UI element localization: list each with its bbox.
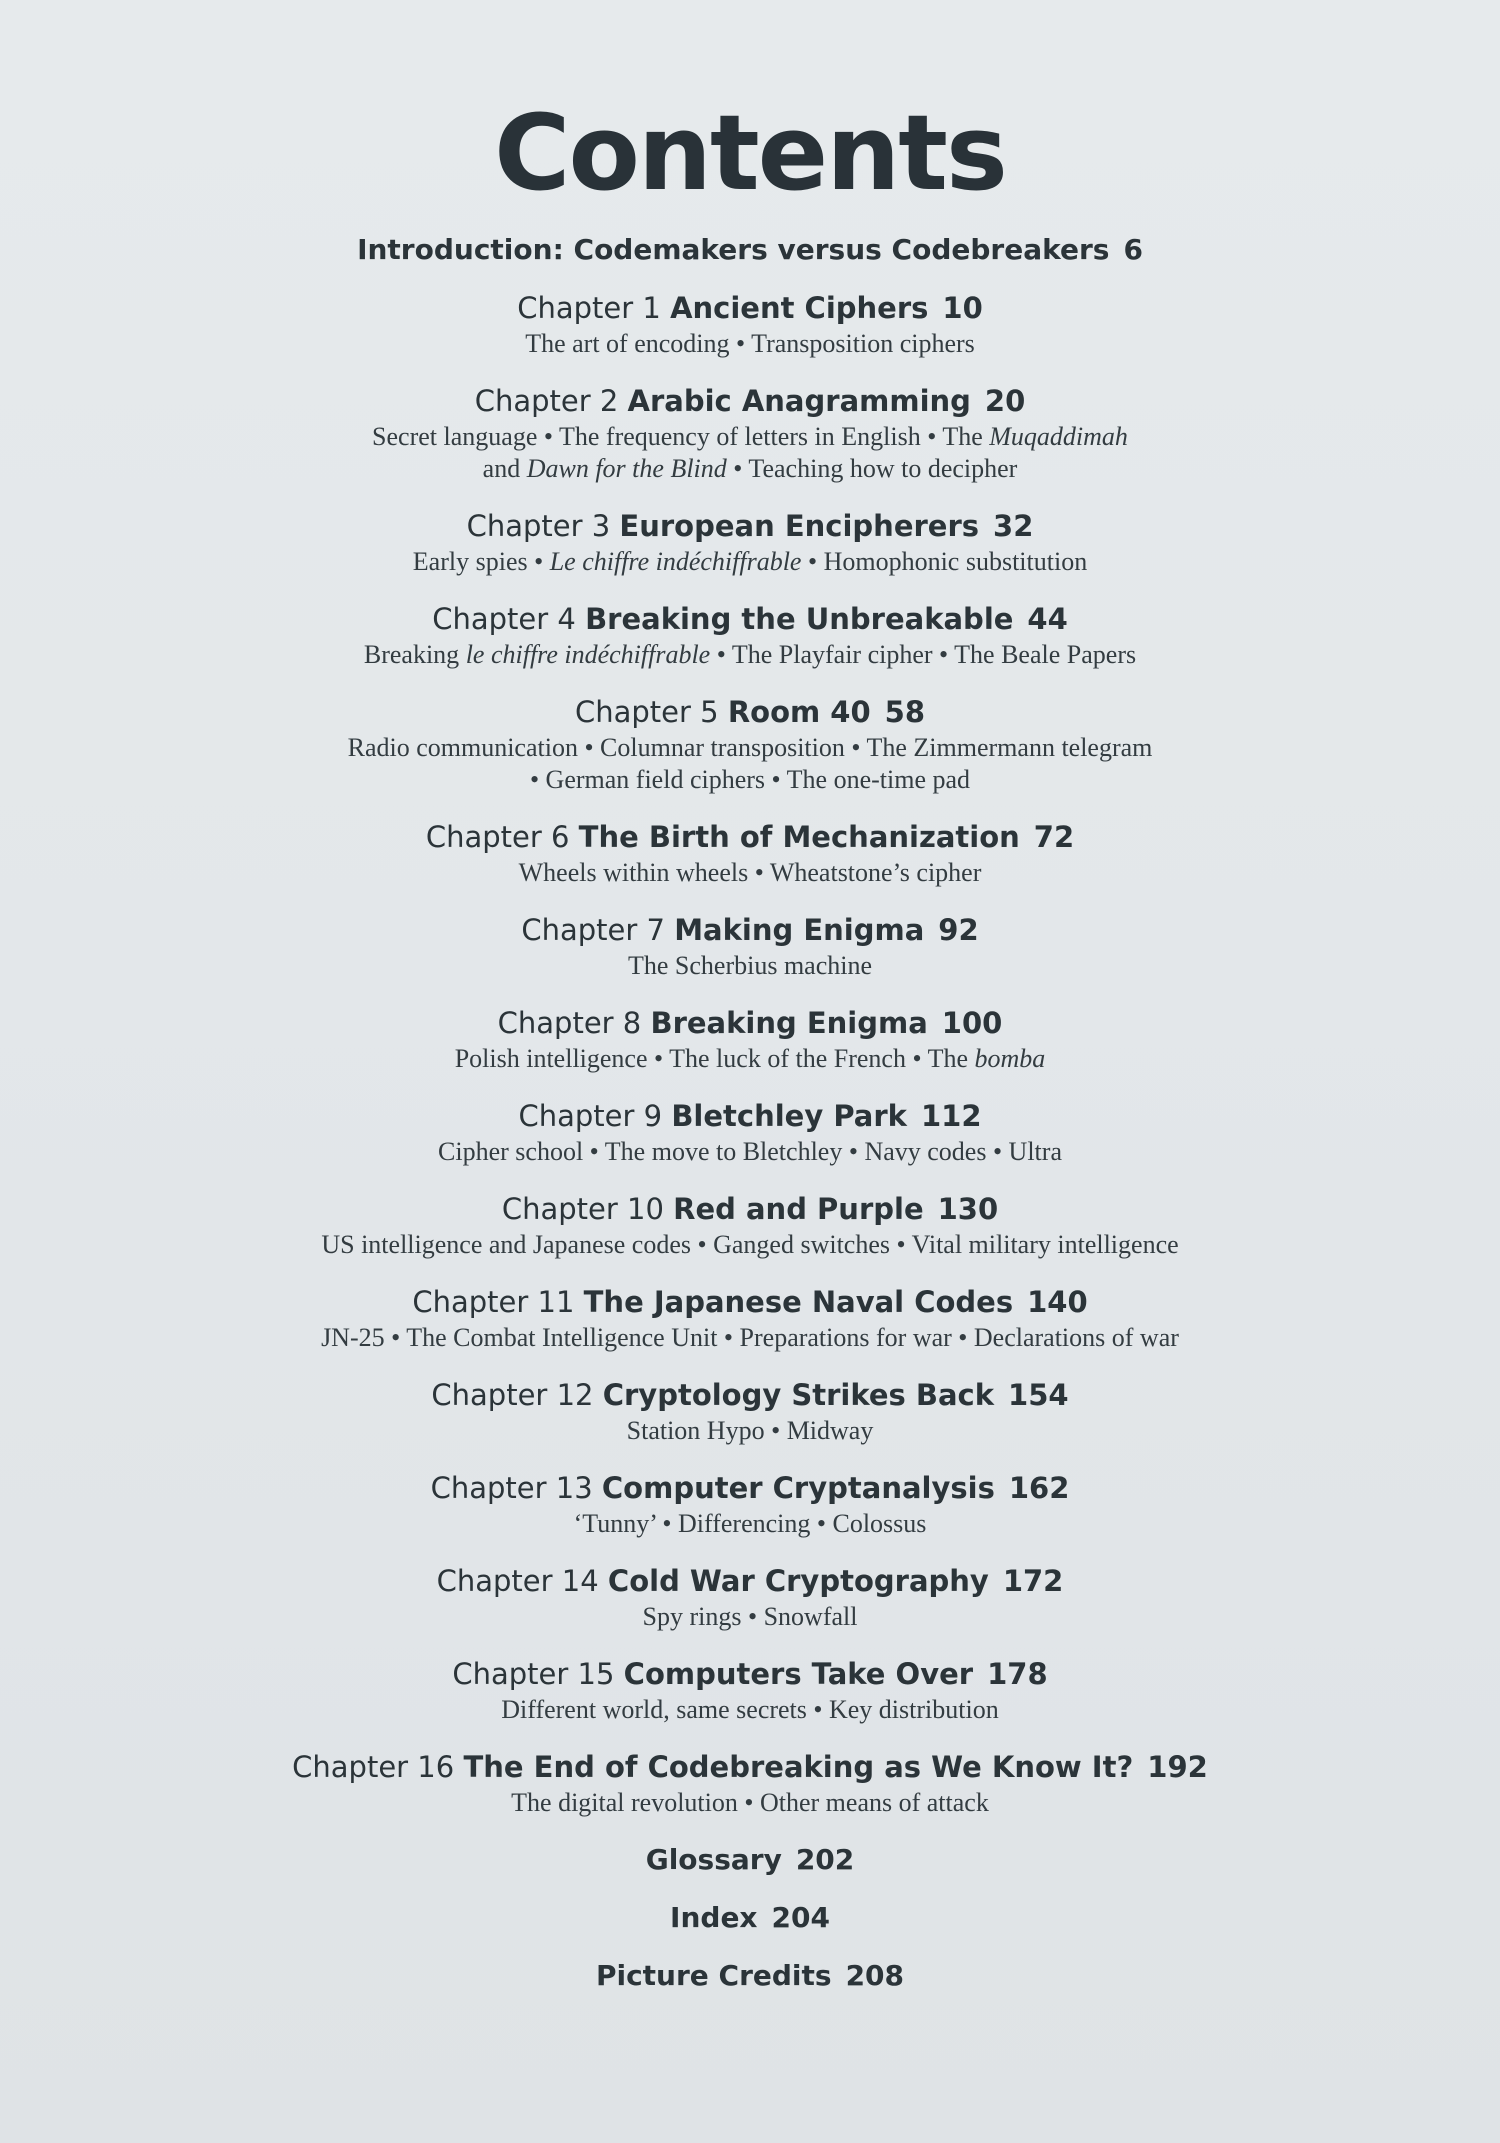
chapter-topics [0, 1694, 1500, 1726]
topic-text: JN-25 • The Combat Intelligence Unit • Preparations for war • Declarations of war [321, 1323, 1179, 1353]
chapter-topics [0, 1322, 1500, 1354]
chapter-title: Ancient Ciphers [670, 291, 929, 326]
toc-entry-chapter-15[interactable] [0, 1654, 1500, 1726]
chapter-label: Chapter 7 [521, 913, 665, 948]
toc-entry-chapter-8[interactable] [0, 1003, 1500, 1075]
chapter-heading [0, 1468, 1500, 1508]
topic-text: Polish intelligence • The luck of the French • The [454, 1044, 975, 1074]
toc-entry-chapter-16[interactable] [0, 1747, 1500, 1819]
page-number: 92 [938, 913, 979, 948]
page-number: 72 [1033, 820, 1075, 855]
toc-entry-chapter-10[interactable] [0, 1189, 1500, 1261]
chapter-label: Chapter 5 [574, 695, 719, 730]
chapter-topics [0, 1229, 1500, 1261]
chapter-title: The End of Codebreaking as We Know It? [463, 1750, 1134, 1785]
toc-entry-chapter-5[interactable] [0, 692, 1500, 796]
page-number: 112 [920, 1099, 982, 1134]
chapter-heading [0, 817, 1500, 857]
chapter-label: Chapter 4 [432, 602, 576, 637]
page-number: 58 [884, 695, 926, 730]
chapter-label: Chapter 16 [292, 1750, 455, 1785]
toc-entry-chapter-4[interactable] [0, 599, 1500, 671]
chapter-heading [0, 381, 1500, 421]
chapter-topics [0, 421, 1500, 485]
chapter-label: Chapter 2 [474, 384, 619, 419]
topic-text: • Homophonic substitution [801, 547, 1088, 577]
chapter-heading [0, 1003, 1500, 1043]
chapter-topics [0, 1415, 1500, 1447]
chapter-label: Chapter 8 [497, 1006, 642, 1041]
toc-entry-glossary[interactable] [0, 1840, 1500, 1880]
chapter-topics [0, 732, 1500, 796]
chapter-title: The Birth of Mechanization [578, 820, 1020, 855]
page-number: 100 [941, 1006, 1003, 1041]
page-title: Contents [494, 92, 1006, 214]
toc-entry-chapter-6[interactable] [0, 817, 1500, 889]
entry-title: Picture Credits [595, 1959, 832, 1993]
chapter-topics [0, 1508, 1500, 1540]
toc-entry-chapter-1[interactable] [0, 288, 1500, 360]
chapter-title: Room 40 [727, 695, 871, 730]
chapter-title: Arabic Anagramming [627, 384, 971, 419]
page-number: 20 [984, 384, 1026, 419]
chapter-heading [0, 1189, 1500, 1229]
chapter-topics [0, 1043, 1500, 1075]
chapter-title: Red and Purple [673, 1192, 924, 1227]
chapter-topics [0, 857, 1500, 889]
topic-text: Early spies • [412, 547, 550, 577]
chapter-heading [0, 1282, 1500, 1322]
chapter-title: Breaking Enigma [650, 1006, 928, 1041]
page-number: 10 [942, 291, 983, 326]
page-number: 6 [1123, 233, 1143, 267]
topic-text: The digital revolution • Other means of attack [511, 1788, 989, 1818]
chapter-title: European Encipherers [619, 509, 980, 544]
chapter-label: Chapter 6 [425, 820, 570, 855]
page-number: 204 [771, 1901, 830, 1935]
page-number: 162 [1008, 1471, 1070, 1506]
toc-entry-chapter-2[interactable] [0, 381, 1500, 485]
chapter-topics [0, 950, 1500, 982]
toc-entry-chapter-14[interactable] [0, 1561, 1500, 1633]
topic-text: • Teaching how to decipher [726, 454, 1018, 484]
page-number: 172 [1002, 1564, 1064, 1599]
chapter-heading [0, 910, 1500, 950]
chapter-title: Computer Cryptanalysis [601, 1471, 995, 1506]
end-matter [0, 1840, 1500, 1996]
toc-entry-introduction[interactable] [0, 230, 1500, 270]
page-number: 208 [845, 1959, 905, 1993]
chapter-title: Bletchley Park [671, 1099, 907, 1134]
chapter-topics [0, 639, 1500, 671]
page-number: 178 [987, 1657, 1048, 1692]
toc-entry-picture-credits[interactable] [0, 1956, 1500, 1996]
topic-text: Different world, same secrets • Key distribution [501, 1695, 999, 1725]
toc-entry-chapter-12[interactable] [0, 1375, 1500, 1447]
topic-text: Cipher school • The move to Bletchley • Navy codes • Ultra [438, 1137, 1062, 1167]
toc-entry-chapter-7[interactable] [0, 910, 1500, 982]
topic-text: US intelligence and Japanese codes • Ganged switches • Vital military intelligence [321, 1230, 1179, 1260]
chapter-heading [0, 288, 1500, 328]
chapter-label: Chapter 10 [501, 1192, 664, 1227]
toc-entry-chapter-9[interactable] [0, 1096, 1500, 1168]
topic-text: • German field ciphers • The one-time pad [529, 765, 971, 795]
chapter-heading [0, 506, 1500, 546]
topic-text: Wheels within wheels • Wheatstone’s cipher [518, 858, 982, 888]
chapter-title: Cryptology Strikes Back [602, 1378, 995, 1413]
toc-entry-chapter-13[interactable] [0, 1468, 1500, 1540]
page-number: 140 [1027, 1285, 1088, 1320]
chapter-label: Chapter 11 [412, 1285, 575, 1320]
topic-text: Spy rings • Snowfall [642, 1602, 858, 1632]
entry-title: Glossary [645, 1843, 782, 1877]
chapter-heading [0, 1375, 1500, 1415]
chapter-topics [0, 1601, 1500, 1633]
topic-italic: Muqaddimah [989, 422, 1128, 452]
page-number: 32 [993, 509, 1034, 544]
toc-entry-index[interactable] [0, 1898, 1500, 1938]
chapter-heading [0, 1096, 1500, 1136]
page-number: 154 [1008, 1378, 1069, 1413]
chapter-topics [0, 1787, 1500, 1819]
topic-text: Secret language • The frequency of letters in English • The [372, 422, 990, 452]
topic-italic: Le chiffre indéchiffrable [549, 547, 802, 577]
entry-title: Introduction: Codemakers versus Codebreakers [357, 233, 1110, 267]
chapter-title: Making Enigma [674, 913, 925, 948]
chapter-title: Computers Take Over [623, 1657, 974, 1692]
chapter-heading [0, 692, 1500, 732]
chapter-label: Chapter 15 [452, 1657, 615, 1692]
topic-italic: bomba [974, 1044, 1046, 1074]
toc-entry-chapter-3[interactable] [0, 506, 1500, 578]
chapter-topics [0, 1136, 1500, 1168]
page-number: 130 [937, 1192, 999, 1227]
topic-text: Radio communication • Columnar transposition • The Zimmermann telegram [347, 733, 1153, 763]
chapter-label: Chapter 9 [518, 1099, 663, 1134]
topic-text: Station Hypo • Midway [626, 1416, 874, 1446]
chapter-heading [0, 599, 1500, 639]
topic-text: The art of encoding • Transposition ciphers [525, 329, 975, 359]
topic-text: • The Playfair cipher • The Beale Papers [710, 640, 1137, 670]
chapter-label: Chapter 13 [430, 1471, 593, 1506]
entry-title: Index [670, 1901, 758, 1935]
chapter-label: Chapter 14 [436, 1564, 599, 1599]
chapter-title: Cold War Cryptography [607, 1564, 989, 1599]
chapter-label: Chapter 12 [431, 1378, 594, 1413]
topic-text: The Scherbius machine [627, 951, 873, 981]
toc-entry-chapter-11[interactable] [0, 1282, 1500, 1354]
page-number: 192 [1147, 1750, 1208, 1785]
chapter-label: Chapter 3 [466, 509, 611, 544]
chapter-topics [0, 328, 1500, 360]
chapter-title: The Japanese Naval Codes [583, 1285, 1014, 1320]
table-of-contents [0, 230, 1500, 1996]
chapter-heading [0, 1561, 1500, 1601]
topic-text: Breaking [363, 640, 466, 670]
chapter-label: Chapter 1 [517, 291, 661, 326]
page-number: 44 [1027, 602, 1068, 637]
topic-text: ‘Tunny’ • Differencing • Colossus [573, 1509, 927, 1539]
page-number: 202 [795, 1843, 855, 1877]
chapter-heading [0, 1654, 1500, 1694]
topic-text: and [482, 454, 527, 484]
chapter-title: Breaking the Unbreakable [585, 602, 1014, 637]
topic-italic: Dawn for the Blind [526, 454, 727, 484]
chapter-heading [0, 1747, 1500, 1787]
chapter-topics [0, 546, 1500, 578]
topic-italic: le chiffre indéchiffrable [465, 640, 711, 670]
